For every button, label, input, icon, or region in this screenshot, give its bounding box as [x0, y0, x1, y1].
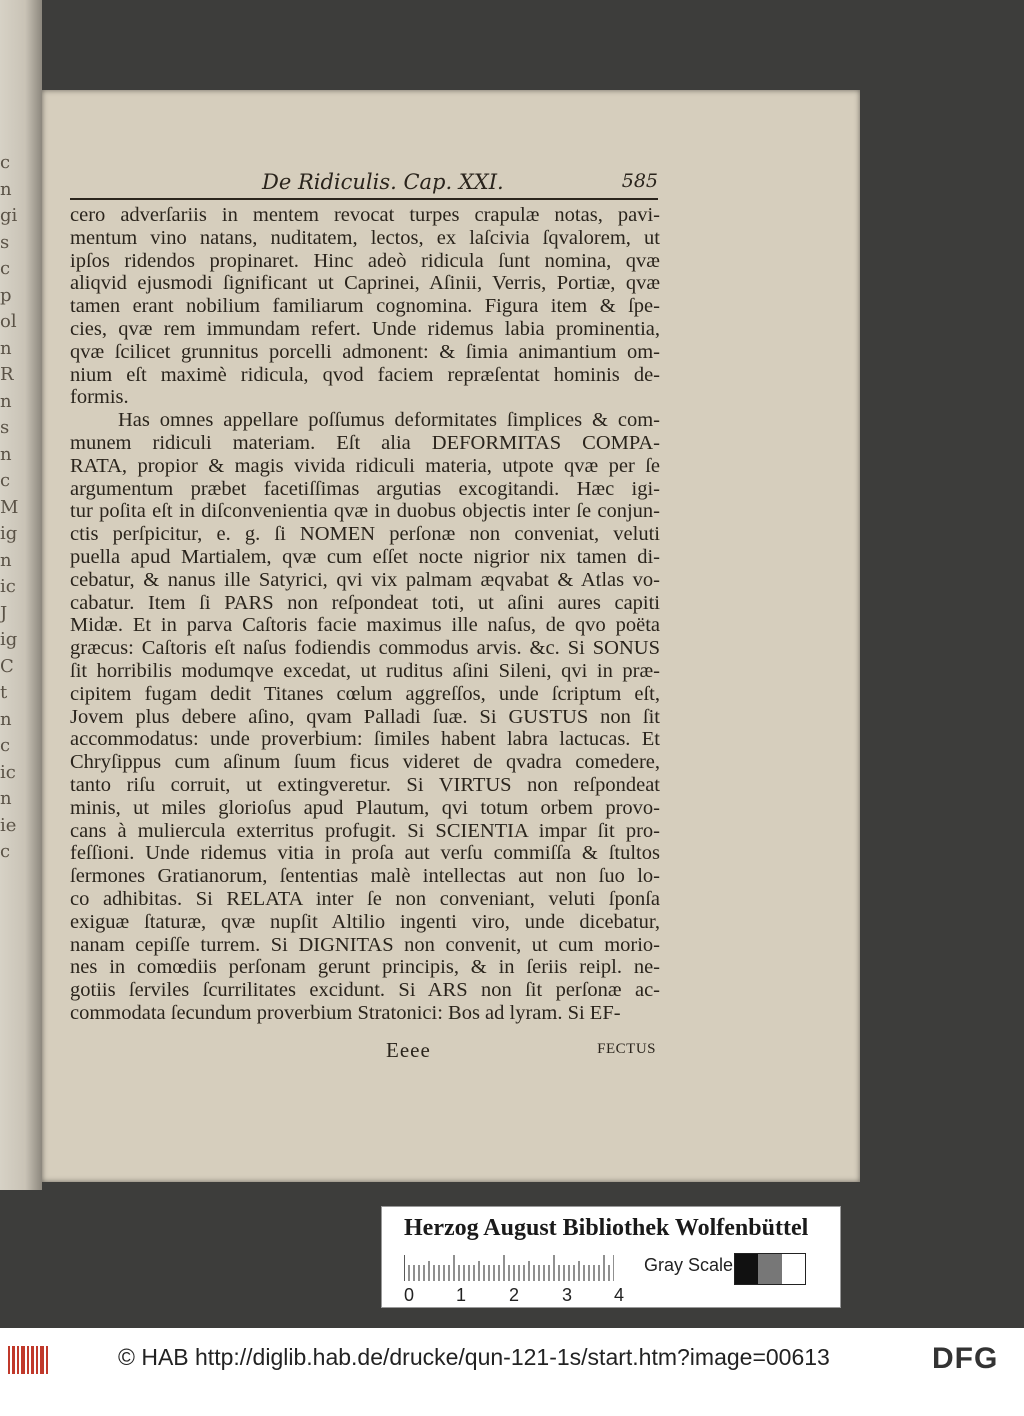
dfg-logo: DFG	[932, 1342, 999, 1375]
text-line: nanam cepiſſe turrem. Si DIGNITAS non convenit, ut cum morio-	[70, 933, 660, 956]
text-line: puella apud Martialem, qvæ cum eſſet nocte nigrior nix tamen di-	[70, 545, 660, 568]
text-line: RATA, propior & magis vivida ridiculi materia, utpote qvæ per ſe	[70, 454, 660, 477]
text-line: mentum vino natans, nuditatem, lectos, ex laſcivia ſqvalorem, ut	[70, 226, 660, 249]
text-line: aliqvid ejusmodi ſignificant ut Caprinei, Aſinii, Verris, Portiæ, qvæ	[70, 272, 660, 295]
text-line: formis.	[70, 386, 129, 409]
edge-fragment: n	[0, 390, 12, 412]
page-number: 585	[621, 170, 658, 192]
text-line: Chryſippus cum aſinum ſuum ficus videret de qvadra comedere,	[70, 751, 660, 774]
edge-fragment: n	[0, 549, 12, 571]
running-header	[70, 168, 658, 200]
viewer-footer	[0, 1328, 1024, 1416]
signature-mark: Eeee	[386, 1038, 431, 1062]
text-line: cabatur. Item ſi PARS non reſpondeat toti, ut aſini aures capiti	[70, 591, 660, 614]
text-line: cipitem fugam dedit Titanes cœlum aggreſſos, unde ſcriptum eſt,	[70, 682, 660, 705]
edge-fragment: c	[0, 841, 11, 862]
library-name: Herzog August Bibliothek Wolfenbüttel	[404, 1215, 809, 1241]
text-line: græcus: Caſtoris eſt naſus fodiendis commodus arvis. &c. Si SONUS	[70, 637, 660, 660]
edge-fragment: gi	[0, 205, 18, 226]
edge-fragment: n	[0, 443, 12, 465]
edge-fragment: p	[0, 284, 12, 306]
text-line: munem ridiculi materiam. Eſt alia DEFORMITAS COMPA-	[70, 431, 660, 454]
edge-fragment: ig	[0, 523, 18, 544]
edge-fragment: J	[0, 602, 8, 624]
gray-scale-label: Gray Scale	[644, 1255, 734, 1275]
text-line: ipſos ridendos propinaret. Hinc adeò ridicula ſunt nomina, qvæ	[70, 249, 660, 272]
catchword: FECTUS	[597, 1041, 656, 1057]
text-line: nium eſt maximè ridicula, qvod faciem repræſentat hominis de-	[70, 363, 660, 386]
text-line: Has omnes appellare poſſumus deformitates ſimplices & com-	[118, 409, 660, 432]
edge-fragment: c	[0, 152, 11, 173]
text-line: accommodatus: unde proverbium: ſimiles habent labra lactucas. Et	[70, 728, 660, 751]
edge-fragment: ol	[0, 311, 17, 332]
ruler-number: 3	[562, 1285, 573, 1305]
text-line: Midæ. Et in parva Caſtoris facie maximus ille naſus, de qvo poëta	[70, 614, 660, 637]
edge-fragment: n	[0, 788, 12, 809]
barcode-logo-icon	[8, 1346, 48, 1374]
edge-fragment: s	[0, 417, 10, 438]
edge-fragment: n	[0, 178, 12, 200]
gray-scale-swatch	[734, 1253, 806, 1285]
ruler-number: 0	[404, 1285, 415, 1305]
edge-fragment: s	[0, 231, 10, 253]
text-line: qvæ ſcilicet grunnitus porcelli admonent: & ſimia animantium om-	[70, 340, 660, 363]
text-line: argumentum præbet facetiſſimas argutias excogitandi. Hæc igi-	[70, 477, 660, 500]
text-line: co adhibitas. Si RELATA inter ſe non conveniant, veluti ſponſa	[70, 887, 660, 910]
edge-fragment: ie	[0, 814, 17, 836]
text-line: cero adverſariis in mentem revocat turpes crapulæ notas, pavi-	[70, 204, 660, 226]
body-text	[70, 204, 660, 1025]
edge-fragment: M	[0, 496, 18, 518]
text-line: nes in comœdiis perſonam gerunt principis, & in ſeriis reipl. ne-	[70, 956, 660, 979]
edge-fragment: c	[0, 470, 11, 491]
edge-fragment: C	[0, 655, 14, 677]
text-line: tur poſita eſt in diſconvenientia qvæ in duobus objectis inter ſe conjun-	[70, 500, 660, 523]
edge-fragment: ig	[0, 629, 18, 650]
edge-fragment: ic	[0, 761, 16, 783]
text-line: cies, qvæ rem immundam refert. Unde ridemus labia prominentia,	[70, 317, 660, 340]
text-line: tanto riſu corruit, ut extingveretur. Si VIRTUS non reſpondeat	[70, 773, 660, 796]
text-line: ctis perſpicitur, e. g. ſi NOMEN perſonæ non conveniat, veluti	[70, 523, 660, 546]
text-line: feſſioni. Unde ridemus vitia in proſa aut verſu commiſſa & ſtultos	[70, 842, 660, 865]
ruler-number: 2	[509, 1285, 520, 1305]
previous-page-edge-text	[0, 150, 18, 1050]
copyright-link[interactable]: © HAB http://diglib.hab.de/drucke/qun-121-1s/start.htm?image=00613	[118, 1344, 830, 1370]
text-line: ſit horribilis modumqve excedat, ut ruditus aſini Sileni, qvi in præ-	[70, 659, 660, 682]
text-line: minis, ut miles glorioſus apud Plautum, qvi totum orbem provo-	[70, 796, 660, 819]
edge-fragment: c	[0, 735, 11, 756]
library-color-card	[381, 1206, 841, 1308]
running-title: De Ridiculis. Cap. XXI.	[262, 170, 504, 194]
text-line: gotiis ſerviles ſcurrilitates excidunt. Si ARS non ſit perſonæ ac-	[70, 979, 660, 1002]
ruler-number: 1	[456, 1285, 467, 1305]
text-line: tamen erant nobilium familiarum cognomina. Figura item & ſpe-	[70, 295, 660, 318]
edge-fragment: t	[0, 682, 8, 703]
page-footer	[70, 1038, 658, 1064]
edge-fragment: n	[0, 708, 12, 730]
edge-fragment: ic	[0, 576, 16, 597]
text-line: Jovem plus debere aſino, qvam Palladi ſuæ. Si GUSTUS non ſit	[70, 705, 660, 728]
ruler-number: 4	[614, 1285, 625, 1305]
text-line: cebatur, & nanus ille Satyrici, qvi vix palmam æqvabat & Atlas vo-	[70, 568, 660, 591]
text-line: exiguæ ſtaturæ, qvæ nupſit Altilio ingenti viro, unde dicebatur,	[70, 910, 660, 933]
ruler-icon	[404, 1253, 614, 1283]
text-line: cans à muliercula exterritus profugit. Si SCIENTIA impar ſit pro-	[70, 819, 660, 842]
edge-fragment: R	[0, 364, 14, 385]
edge-fragment: c	[0, 258, 11, 279]
text-line: ſermones Gratianorum, ſententias malè intellectas aut non ſuo lo-	[70, 865, 660, 888]
text-line: commodata ſecundum proverbium Stratonici: Bos ad lyram. Si EF-	[70, 1001, 621, 1024]
edge-fragment: n	[0, 337, 12, 359]
